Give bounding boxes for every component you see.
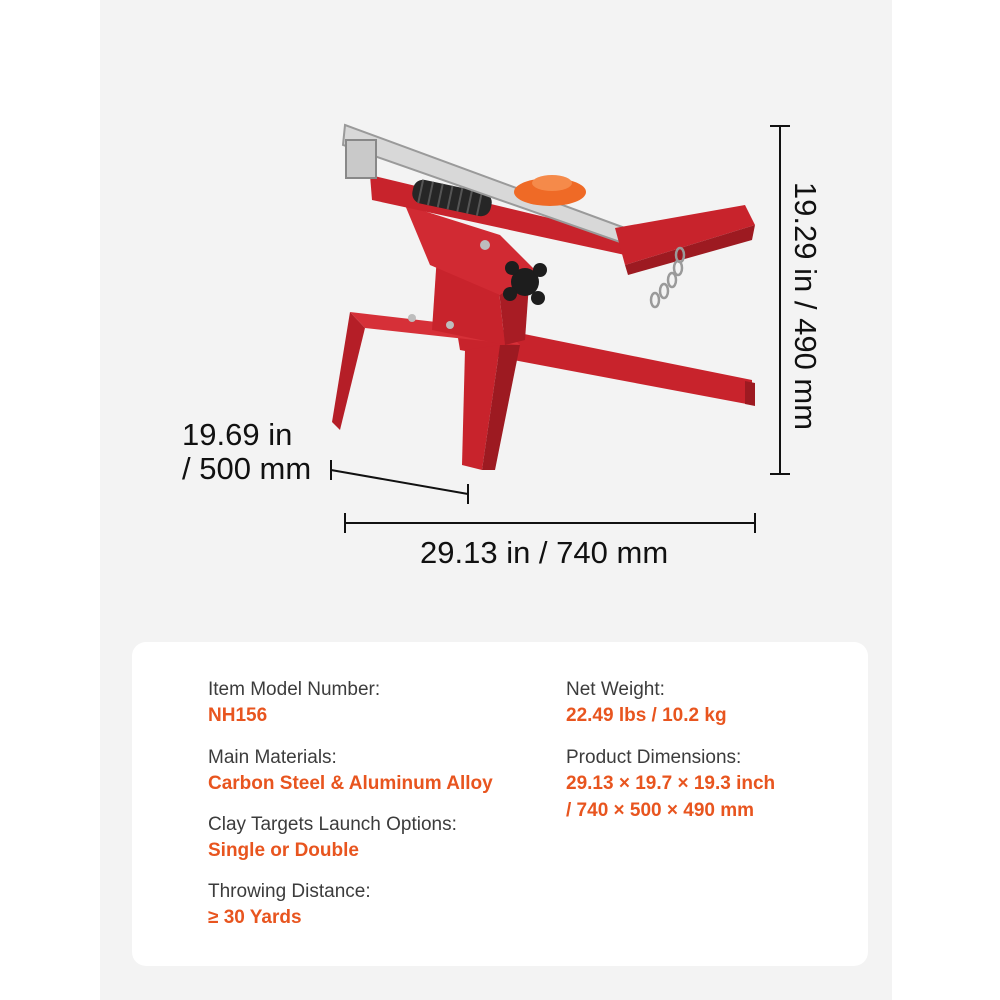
spec-value: ≥ 30 Yards (208, 907, 302, 928)
spec-label: Item Model Number: (208, 679, 381, 700)
spec-value: NH156 (208, 705, 268, 726)
spec-distance (208, 880, 371, 931)
spec-label: Main Materials: (208, 747, 337, 768)
depth-dimension-inches: 19.69 in (182, 417, 293, 452)
spec-label: Product Dimensions: (566, 747, 742, 768)
spec-card (132, 642, 868, 966)
spec-label: Throwing Distance: (208, 881, 371, 902)
arm-bracket (346, 140, 376, 178)
spec-value: Carbon Steel & Aluminum Alloy (208, 773, 493, 794)
spec-label: Clay Targets Launch Options: (208, 814, 457, 835)
spec-materials (208, 746, 493, 797)
spec-launch (208, 813, 457, 864)
width-dimension-label: 29.13 in / 740 mm (420, 535, 669, 570)
spec-value: Single or Double (208, 840, 359, 861)
spec-label: Net Weight: (566, 679, 665, 700)
spec-value-line2: / 740 × 500 × 490 mm (566, 800, 755, 821)
spec-value: 22.49 lbs / 10.2 kg (566, 705, 727, 726)
rear-leg-end (745, 381, 755, 406)
spec-weight (566, 678, 727, 729)
spec-value-line1: 29.13 × 19.7 × 19.3 inch (566, 773, 776, 794)
depth-dimension-label (182, 418, 311, 486)
depth-dimension-mm: / 500 mm (182, 451, 312, 486)
spec-model (208, 678, 380, 729)
left-leg (332, 312, 365, 430)
height-dimension-label: 19.29 in / 490 mm (788, 181, 823, 431)
spec-dimensions (566, 746, 775, 824)
